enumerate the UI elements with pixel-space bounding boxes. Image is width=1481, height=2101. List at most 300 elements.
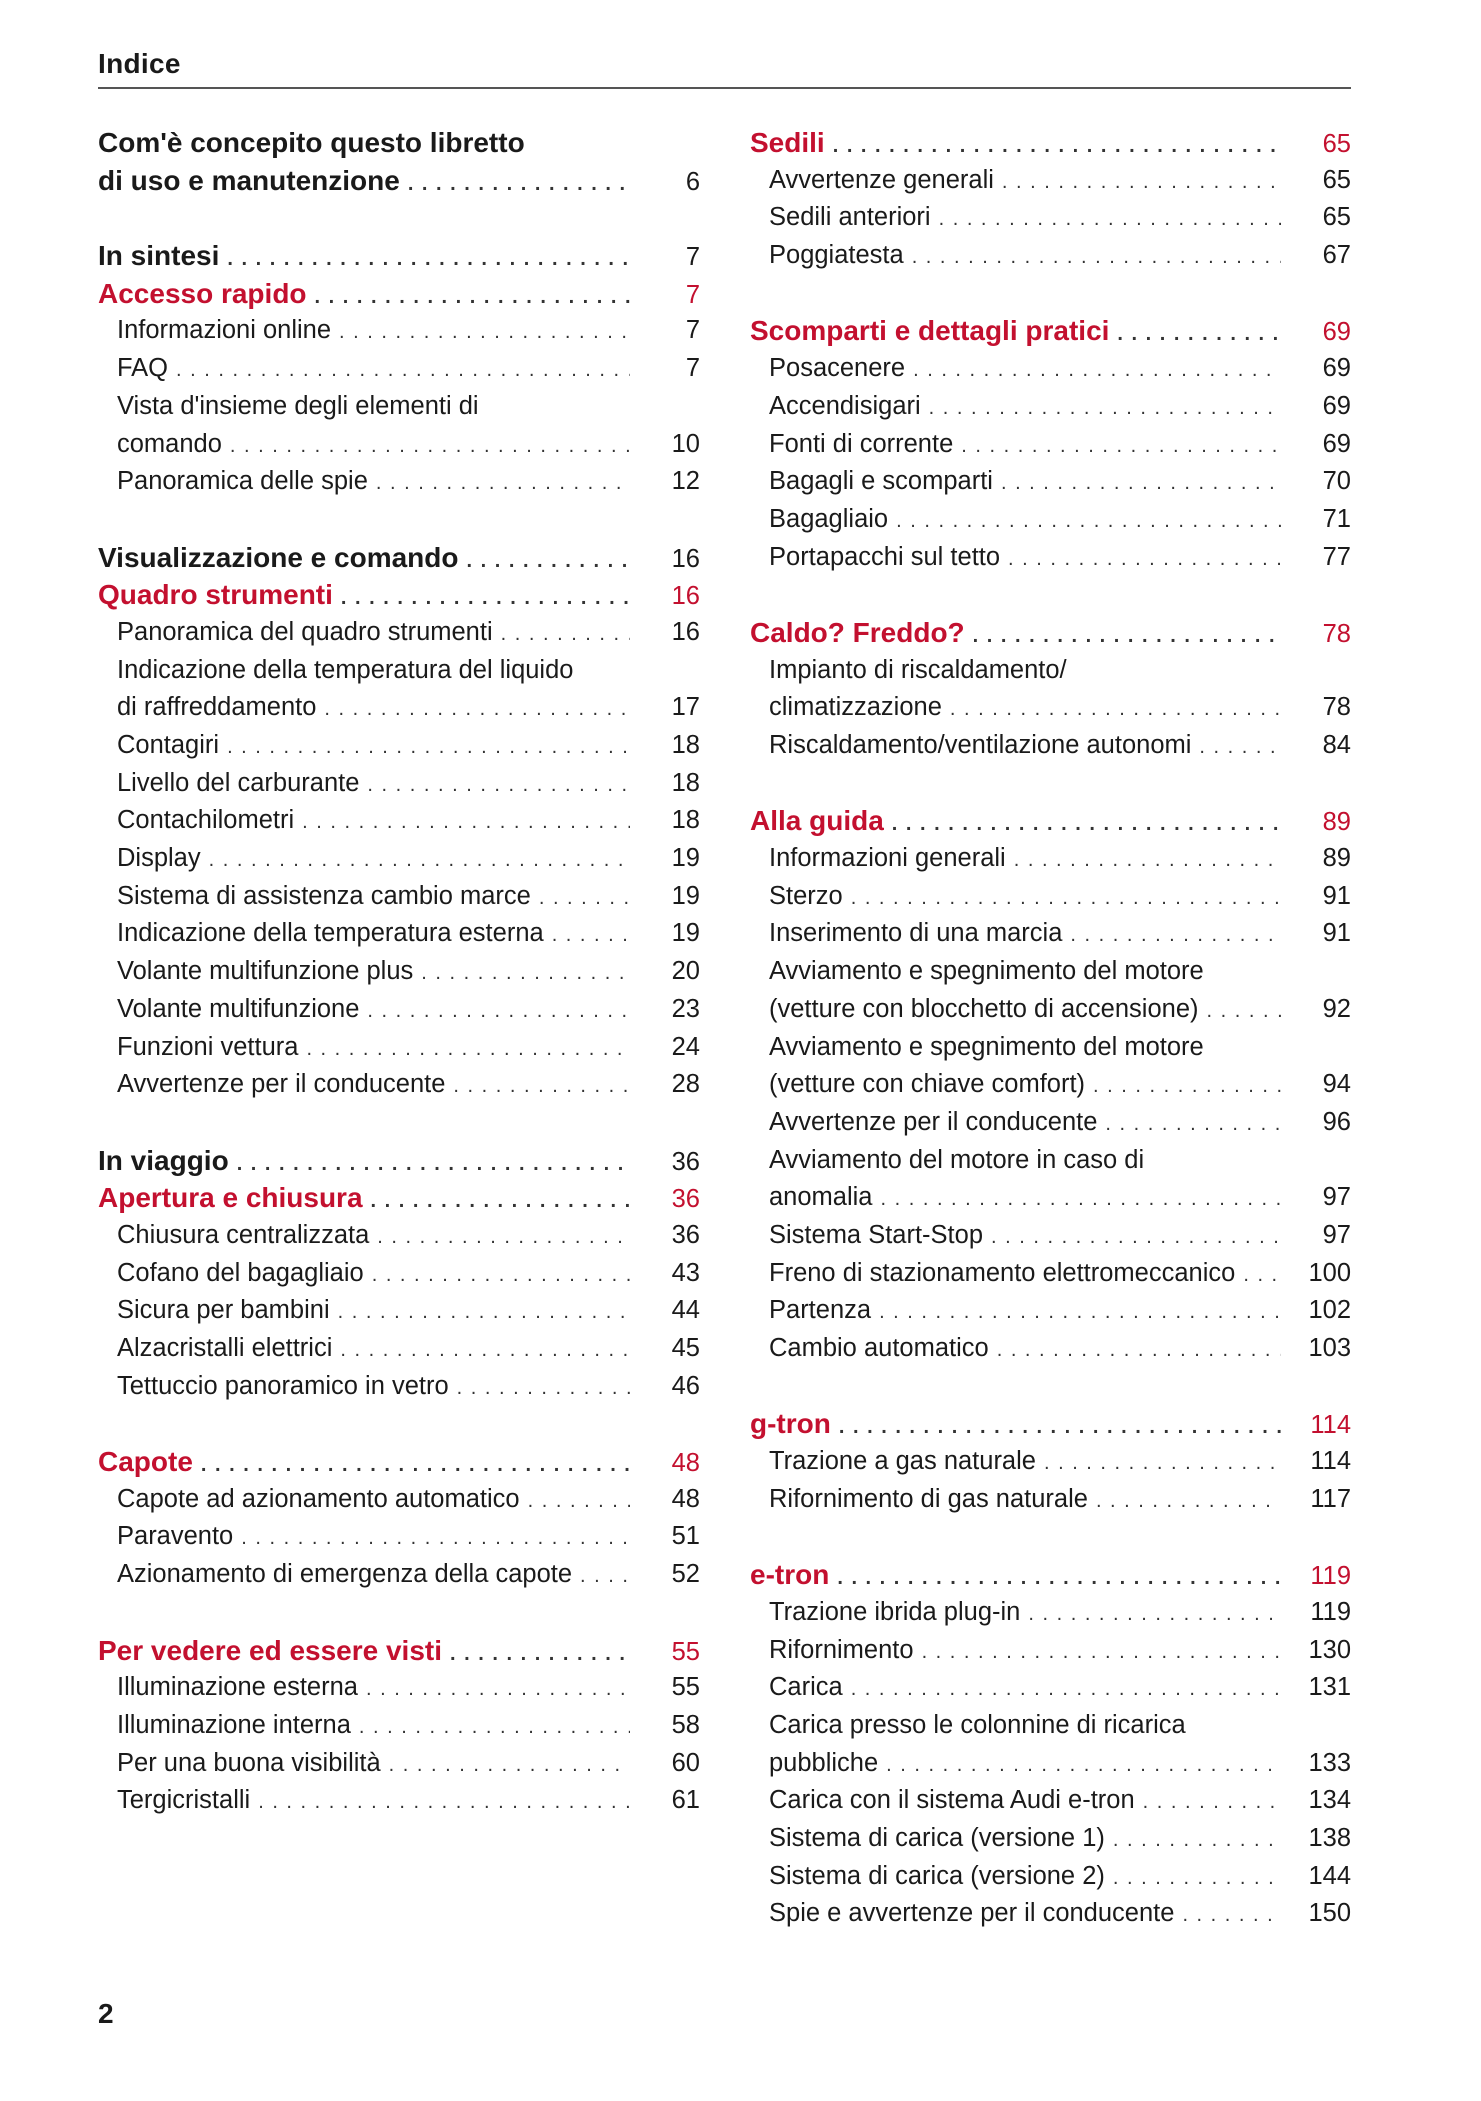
toc-entry[interactable] [750, 991, 1351, 1029]
toc-entry [750, 1707, 1351, 1745]
toc-entry-title: Riscaldamento/ventilazione autonomi [769, 731, 1192, 759]
dot-leader [991, 1219, 1281, 1257]
dot-leader [376, 465, 630, 503]
dot-leader [1199, 729, 1281, 767]
toc-entry[interactable] [750, 1669, 1351, 1707]
toc-page-number: 117 [1310, 1484, 1351, 1513]
toc-entry[interactable] [98, 1745, 700, 1783]
toc-entry[interactable] [98, 689, 700, 727]
toc-entry-title: Portapacchi sul tetto [769, 542, 1001, 571]
toc-section-heading[interactable] [98, 237, 700, 275]
toc-entry-title: Spie e avvertenze per il conducente [769, 1899, 1175, 1928]
toc-page-number: 67 [1322, 241, 1351, 270]
toc-spacer [98, 1405, 700, 1443]
toc-page-number: 144 [1308, 1861, 1351, 1890]
toc-page-number: 44 [671, 1296, 700, 1325]
toc-entry[interactable] [750, 1895, 1351, 1933]
toc-page-number: 65 [1322, 165, 1351, 194]
toc-entry [98, 388, 700, 426]
toc-page-number: 46 [671, 1371, 700, 1400]
dot-leader [372, 1257, 630, 1295]
toc-entry[interactable] [98, 1481, 700, 1519]
dot-leader [913, 352, 1281, 390]
dot-leader [302, 804, 630, 842]
toc-spacer [98, 199, 700, 237]
dot-leader [176, 352, 630, 390]
dot-leader [1096, 1483, 1281, 1521]
toc-entry-title: Sedili anteriori [769, 203, 931, 232]
toc-spacer [750, 1368, 1351, 1406]
toc-entry[interactable] [98, 614, 700, 652]
dot-leader [886, 1747, 1281, 1785]
toc-entry-title: Indicazione della temperatura esterna [117, 919, 544, 948]
toc-entry-title: Avvertenze per il conducente [117, 1070, 446, 1099]
dot-leader [209, 842, 630, 880]
toc-page-number: 65 [1322, 130, 1351, 158]
dot-leader [912, 239, 1281, 277]
dot-leader [1014, 842, 1281, 880]
page-title: Indice [98, 48, 181, 79]
dot-leader [201, 1447, 630, 1485]
toc-right-column [750, 124, 1351, 1933]
dot-leader [892, 806, 1281, 844]
toc-section-heading[interactable] [750, 312, 1351, 350]
dot-leader [1008, 541, 1281, 579]
toc-section-heading [98, 124, 700, 162]
toc-entry-title: Panoramica del quadro strumenti [117, 617, 493, 646]
toc-entry[interactable] [750, 878, 1351, 916]
toc-entry [98, 652, 700, 690]
toc-entry[interactable] [98, 765, 700, 803]
toc-page-number: 36 [671, 1185, 700, 1214]
toc-entry[interactable] [98, 878, 700, 916]
toc-page-number: 97 [1322, 1220, 1351, 1249]
toc-page-number: 92 [1322, 994, 1351, 1023]
toc-entry-title: Cambio automatico [769, 1334, 989, 1362]
toc-page-number: 16 [671, 544, 700, 573]
toc-entry[interactable] [750, 1820, 1351, 1858]
header-divider [98, 87, 1351, 89]
toc-entry-title: Cofano del bagagliaio [117, 1258, 364, 1287]
dot-leader [973, 618, 1281, 656]
toc-entry-title: Contagiri [117, 731, 220, 759]
toc-spacer [750, 1518, 1351, 1556]
toc-section-heading[interactable] [98, 275, 700, 313]
toc-entry-title: Display [117, 844, 201, 873]
toc-entry-title: Per vedere ed essere visti [98, 1634, 443, 1666]
toc-entry[interactable] [98, 1669, 700, 1707]
toc-entry-title: Indicazione della temperatura del liquido [117, 655, 574, 684]
toc-entry-title: Vista d'insieme degli elementi di [117, 391, 479, 420]
dot-leader [258, 1784, 630, 1822]
dot-leader [833, 128, 1281, 166]
toc-entry-title: Funzioni vettura [117, 1032, 299, 1061]
toc-entry[interactable] [750, 1745, 1351, 1783]
toc-entry[interactable] [750, 1632, 1351, 1670]
toc-entry-title: Carica [769, 1673, 843, 1702]
toc-page-number: 7 [685, 280, 700, 309]
toc-entry-title: Livello del carburante [117, 768, 360, 797]
toc-page-number: 65 [1322, 203, 1351, 232]
dot-leader [237, 1146, 630, 1184]
toc-entry[interactable] [98, 1707, 700, 1745]
dot-leader [227, 241, 630, 279]
dot-leader [367, 767, 630, 805]
toc-entry [750, 953, 1351, 991]
toc-entry[interactable] [98, 1217, 700, 1255]
toc-entry-title: Alzacristalli elettrici [117, 1334, 333, 1362]
toc-page-number: 102 [1308, 1296, 1351, 1325]
toc-entry[interactable] [98, 1255, 700, 1293]
toc-page-number: 89 [1322, 844, 1351, 873]
dot-leader [539, 880, 630, 918]
toc-entry[interactable] [750, 162, 1351, 200]
toc-entry[interactable] [750, 1782, 1351, 1820]
toc-left-column [98, 124, 700, 1820]
toc-spacer [750, 765, 1351, 803]
toc-entry[interactable] [750, 1594, 1351, 1632]
toc-entry[interactable] [98, 1368, 700, 1406]
dot-leader [1105, 1106, 1281, 1144]
toc-page-number: 16 [671, 617, 700, 646]
toc-entry[interactable] [750, 1179, 1351, 1217]
toc-page-number: 119 [1310, 1562, 1351, 1591]
toc-entry[interactable] [750, 501, 1351, 539]
dot-leader [230, 428, 630, 466]
toc-section-heading[interactable] [98, 576, 700, 614]
toc-page-number: 51 [671, 1522, 700, 1551]
toc-spacer [98, 1104, 700, 1142]
toc-entry[interactable] [750, 915, 1351, 953]
toc-entry[interactable] [750, 426, 1351, 464]
toc-page-number: 114 [1310, 1447, 1351, 1476]
dot-leader [371, 1183, 630, 1221]
toc-page-number: 103 [1308, 1334, 1351, 1362]
toc-page-number: 130 [1308, 1635, 1351, 1664]
dot-leader [528, 1483, 630, 1521]
toc-entry[interactable] [750, 1255, 1351, 1293]
toc-page-number: 16 [671, 582, 700, 611]
toc-section-heading[interactable] [98, 1443, 700, 1481]
toc-entry-title: Avviamento del motore in caso di [769, 1145, 1145, 1174]
toc-page-number: 69 [1322, 318, 1351, 347]
toc-entry[interactable] [750, 1104, 1351, 1142]
dot-leader [389, 1747, 630, 1785]
toc-entry[interactable] [98, 1782, 700, 1820]
dot-leader [1182, 1897, 1281, 1935]
toc-entry-title: Trazione a gas naturale [769, 1447, 1036, 1476]
dot-leader [450, 1636, 630, 1674]
toc-entry[interactable] [98, 1066, 700, 1104]
dot-leader [1243, 1257, 1281, 1295]
toc-spacer [98, 1594, 700, 1632]
toc-entry[interactable] [98, 1029, 700, 1067]
toc-page-number: 69 [1322, 354, 1351, 383]
toc-page-number: 7 [685, 243, 700, 272]
toc-entry[interactable] [750, 1481, 1351, 1519]
toc-page-number: 61 [671, 1786, 700, 1815]
toc-spacer [750, 576, 1351, 614]
toc-section-heading[interactable] [98, 162, 700, 200]
toc-entry[interactable] [98, 727, 700, 765]
toc-entry-title: Visualizzazione e comando [98, 541, 459, 573]
toc-page-number: 7 [685, 316, 700, 345]
toc-entry-title: Avvertenze generali [769, 165, 994, 194]
dot-leader [1001, 465, 1281, 503]
toc-entry-title: Avviamento e spegnimento del motore [769, 1032, 1204, 1061]
toc-entry-title: Carica presso le colonnine di ricarica [769, 1710, 1186, 1739]
toc-entry[interactable] [98, 1330, 700, 1368]
toc-entry-title: Sistema Start-Stop [769, 1220, 983, 1249]
toc-entry[interactable] [750, 1066, 1351, 1104]
dot-leader [315, 279, 630, 317]
toc-entry[interactable] [750, 539, 1351, 577]
toc-entry-title: Avvertenze per il conducente [769, 1107, 1098, 1136]
toc-page-number: 10 [671, 429, 700, 458]
toc-page-number: 7 [685, 354, 700, 383]
toc-entry[interactable] [750, 1443, 1351, 1481]
toc-entry-title: Fonti di corrente [769, 429, 954, 458]
dot-leader [1070, 917, 1281, 955]
toc-entry [750, 1029, 1351, 1067]
toc-entry-title: Partenza [769, 1296, 872, 1325]
toc-entry-title: Sicura per bambini [117, 1296, 330, 1325]
dot-leader [366, 1671, 630, 1709]
dot-leader [950, 691, 1281, 729]
toc-entry-title: Contachilometri [117, 806, 295, 835]
toc-page-number: 89 [1322, 808, 1351, 837]
toc-page-number: 48 [671, 1484, 700, 1513]
toc-page-number: 58 [671, 1710, 700, 1739]
toc-page-number: 36 [671, 1220, 700, 1249]
toc-page-number: 28 [671, 1070, 700, 1099]
toc-entry-title: Volante multifunzione [117, 994, 360, 1023]
dot-leader [851, 1671, 1281, 1709]
dot-leader [359, 1709, 630, 1747]
toc-entry[interactable] [750, 1330, 1351, 1368]
toc-page-number: 131 [1308, 1673, 1351, 1702]
toc-page-number: 55 [671, 1637, 700, 1666]
toc-entry-title: Azionamento di emergenza della capote [117, 1560, 573, 1589]
dot-leader [1143, 1784, 1281, 1822]
toc-entry[interactable] [98, 953, 700, 991]
toc-entry-title: di raffreddamento [117, 693, 317, 722]
dot-leader [839, 1409, 1281, 1447]
toc-section-heading[interactable] [750, 124, 1351, 162]
toc-entry-title: Caldo? Freddo? [750, 616, 965, 648]
toc-entry[interactable] [98, 802, 700, 840]
dot-leader [341, 580, 630, 618]
toc-entry-title: Inserimento di una marcia [769, 919, 1063, 948]
dot-leader [552, 917, 630, 955]
dot-leader [880, 1181, 1281, 1219]
toc-entry-title: Posacenere [769, 354, 906, 383]
toc-entry[interactable] [98, 991, 700, 1029]
toc-section-heading[interactable] [98, 1179, 700, 1217]
toc-page-number: 91 [1322, 881, 1351, 910]
toc-entry[interactable] [750, 463, 1351, 501]
toc-page-number: 91 [1322, 919, 1351, 948]
toc-entry[interactable] [750, 388, 1351, 426]
toc-entry-title: climatizzazione [769, 693, 942, 722]
toc-page-number: 78 [1322, 619, 1351, 648]
dot-leader [851, 880, 1281, 918]
page-number: 2 [98, 1998, 114, 2029]
toc-entry [750, 1142, 1351, 1180]
toc-entry-title: Sistema di assistenza cambio marce [117, 881, 531, 910]
toc-entry-title: Scomparti e dettagli pratici [750, 315, 1110, 347]
toc-entry-title: FAQ [117, 354, 169, 383]
toc-page-number: 71 [1322, 504, 1351, 533]
toc-entry-title: Apertura e chiusura [98, 1182, 363, 1214]
toc-page-number: 133 [1308, 1748, 1351, 1777]
toc-entry-title: anomalia [769, 1183, 873, 1212]
toc-entry[interactable] [750, 1858, 1351, 1896]
dot-leader [922, 1634, 1281, 1672]
toc-page-number: 97 [1322, 1183, 1351, 1212]
toc-entry-title: Panoramica delle spie [117, 467, 368, 496]
toc-entry[interactable] [750, 840, 1351, 878]
toc-entry[interactable] [98, 1556, 700, 1594]
dot-leader [306, 1031, 630, 1069]
dot-leader [466, 543, 630, 581]
toc-entry[interactable] [98, 1292, 700, 1330]
toc-entry-title: Alla guida [750, 805, 884, 837]
toc-spacer [750, 275, 1351, 313]
toc-entry[interactable] [750, 1217, 1351, 1255]
toc-page-number: 69 [1322, 429, 1351, 458]
toc-page-number: 100 [1308, 1258, 1351, 1287]
toc-page-number: 45 [671, 1334, 700, 1362]
toc-section-heading[interactable] [750, 1405, 1351, 1443]
dot-leader [961, 428, 1281, 466]
dot-leader [338, 1294, 630, 1332]
toc-entry-title: Accendisigari [769, 391, 921, 420]
toc-section-heading[interactable] [98, 1632, 700, 1670]
dot-leader [580, 1558, 630, 1596]
dot-leader [227, 729, 630, 767]
toc-entry-title: Avviamento e spegnimento del motore [769, 957, 1204, 986]
toc-page-number: 69 [1322, 391, 1351, 420]
toc-entry[interactable] [98, 1518, 700, 1556]
toc-page-number: 20 [671, 957, 700, 986]
toc-page-number: 94 [1322, 1070, 1351, 1099]
toc-page-number: 6 [685, 167, 700, 196]
dot-leader [837, 1560, 1281, 1598]
toc-page-number: 96 [1322, 1107, 1351, 1136]
toc-entry [750, 652, 1351, 690]
toc-page-number: 43 [671, 1258, 700, 1287]
toc-section-heading[interactable] [750, 1556, 1351, 1594]
toc-entry-title: Poggiatesta [769, 241, 904, 270]
toc-entry-title: Illuminazione esterna [117, 1673, 358, 1702]
toc-entry-title: Bagagli e scomparti [769, 467, 993, 496]
toc-entry[interactable] [750, 1292, 1351, 1330]
toc-entry-title: pubbliche [769, 1748, 879, 1777]
toc-section-heading[interactable] [750, 614, 1351, 652]
dot-leader [1113, 1860, 1281, 1898]
toc-page-number: 84 [1322, 731, 1351, 759]
toc-page-number: 77 [1322, 542, 1351, 571]
toc-entry-title: Illuminazione interna [117, 1710, 351, 1739]
toc-spacer [98, 501, 700, 539]
toc-entry[interactable] [98, 312, 700, 350]
dot-leader [501, 616, 630, 654]
dot-leader [324, 691, 630, 729]
toc-entry-title: Bagagliaio [769, 504, 889, 533]
toc-page-number: 17 [671, 693, 700, 722]
toc-entry-title: (vetture con blocchetto di accensione) [769, 994, 1199, 1023]
dot-leader [929, 390, 1281, 428]
toc-entry-title: g-tron [750, 1408, 831, 1440]
toc-entry[interactable] [750, 350, 1351, 388]
toc-page-number: 23 [671, 994, 700, 1023]
toc-entry-title: Capote ad azionamento automatico [117, 1484, 520, 1513]
toc-entry[interactable] [98, 350, 700, 388]
toc-entry-title: In sintesi [98, 240, 220, 272]
toc-entry-title: Accesso rapido [98, 277, 307, 309]
toc-section-heading[interactable] [750, 802, 1351, 840]
toc-entry-title: Freno di stazionamento elettromeccanico [769, 1258, 1236, 1287]
dot-leader [339, 314, 630, 352]
toc-entry-title: Sistema di carica (versione 2) [769, 1861, 1105, 1890]
toc-entry[interactable] [750, 689, 1351, 727]
toc-entry[interactable] [750, 727, 1351, 765]
toc-entry-title: Informazioni generali [769, 844, 1006, 873]
dot-leader [1207, 993, 1282, 1031]
dot-leader [1093, 1068, 1281, 1106]
toc-entry[interactable] [98, 463, 700, 501]
toc-page-number: 138 [1308, 1823, 1351, 1852]
dot-leader [1002, 164, 1281, 202]
toc-entry-title: Sistema di carica (versione 1) [769, 1823, 1105, 1852]
dot-leader [1117, 316, 1281, 354]
toc-page-number: 18 [671, 806, 700, 835]
toc-page-number: 70 [1322, 467, 1351, 496]
toc-page-number: 78 [1322, 693, 1351, 722]
toc-page-number: 55 [671, 1673, 700, 1702]
toc-page-number: 19 [671, 919, 700, 948]
toc-entry[interactable] [98, 840, 700, 878]
dot-leader [1113, 1822, 1281, 1860]
toc-entry-title: Impianto di riscaldamento/ [769, 655, 1067, 684]
dot-leader [1028, 1596, 1281, 1634]
toc-entry-title: Carica con il sistema Audi e-tron [769, 1786, 1135, 1815]
toc-entry[interactable] [750, 237, 1351, 275]
toc-entry[interactable] [98, 915, 700, 953]
toc-section-heading[interactable] [98, 539, 700, 577]
dot-leader [939, 201, 1281, 239]
toc-entry-title: Paravento [117, 1522, 234, 1551]
toc-entry-title: Com'è concepito questo libretto [98, 127, 525, 158]
toc-entry[interactable] [750, 199, 1351, 237]
toc-entry[interactable] [98, 426, 700, 464]
toc-entry-title: di uso e manutenzione [98, 164, 400, 196]
dot-leader [896, 503, 1281, 541]
toc-entry-title: Quadro strumenti [98, 579, 333, 611]
toc-section-heading[interactable] [98, 1142, 700, 1180]
toc-page-number: 18 [671, 731, 700, 759]
toc-entry-title: Informazioni online [117, 316, 332, 345]
dot-leader [241, 1520, 630, 1558]
toc-entry-title: Tergicristalli [117, 1786, 251, 1815]
toc-page-number: 18 [671, 768, 700, 797]
toc-entry-title: Chiusura centralizzata [117, 1220, 370, 1249]
toc-entry-title: Rifornimento di gas naturale [769, 1484, 1088, 1513]
toc-page-number: 12 [671, 467, 700, 496]
toc-entry-title: Capote [98, 1446, 193, 1478]
toc-page-number: 36 [671, 1147, 700, 1176]
